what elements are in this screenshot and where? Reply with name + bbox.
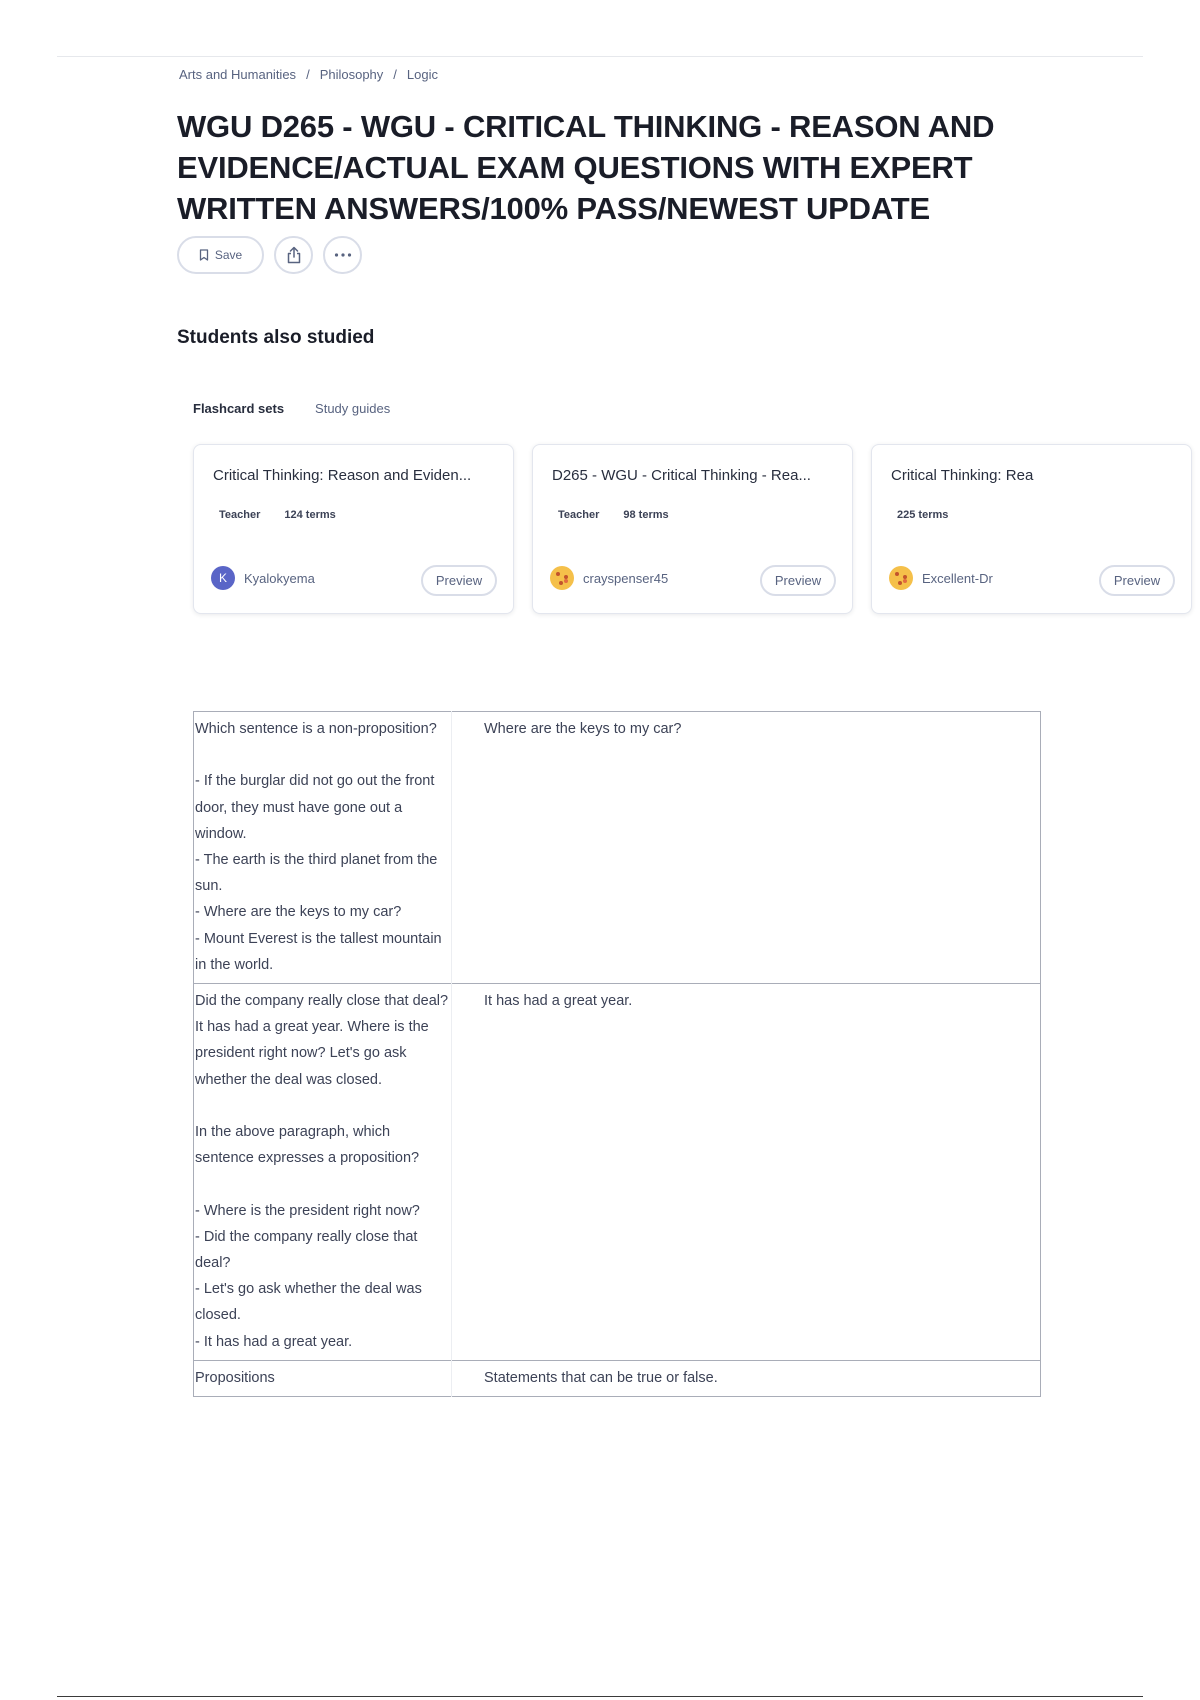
- qa-table-body: [194, 712, 1041, 1397]
- term-text: - Did the company really close that deal?: [195, 1228, 418, 1272]
- table-row: [194, 984, 1041, 1361]
- term-text: - Where is the president right now?: [195, 1202, 420, 1219]
- tab-study-guides[interactable]: Study guides: [315, 401, 391, 416]
- term-text: - Let's go ask whether the deal was closed.: [195, 1281, 422, 1324]
- term-text: In the above paragraph, which sentence expresses a proposition?: [195, 1124, 420, 1167]
- table-row: [194, 712, 1041, 984]
- paragraph-gap: [195, 742, 451, 768]
- tab-flashcard-sets[interactable]: Flashcard sets: [193, 401, 285, 416]
- term-text: - The earth is the third planet from the sun.: [195, 852, 438, 895]
- table-row: [194, 1360, 1041, 1396]
- card-meta: [219, 509, 336, 521]
- author-name: Excellent-Dr: [922, 570, 993, 586]
- preview-button[interactable]: Preview: [760, 565, 836, 596]
- definition-cell: It has had a great year.: [484, 993, 633, 1010]
- card-title: D265 - WGU - Critical Thinking - Rea...: [552, 467, 811, 484]
- save-label: Save: [214, 248, 243, 262]
- author-name: Kyalokyema: [244, 570, 315, 586]
- breadcrumb-arts-and-humanities[interactable]: Arts and Humanities: [179, 67, 297, 82]
- term-cell: [194, 1360, 452, 1396]
- flashcard-set-card[interactable]: [193, 444, 514, 614]
- breadcrumb-logic[interactable]: Logic: [406, 67, 438, 82]
- preview-button[interactable]: Preview: [421, 565, 497, 596]
- preview-button[interactable]: Preview: [1099, 565, 1175, 596]
- share-icon: [286, 246, 302, 264]
- breadcrumb: [179, 67, 438, 82]
- term-cell: [194, 984, 452, 1361]
- card-author: [889, 566, 993, 590]
- card-author: [550, 566, 668, 590]
- save-button[interactable]: [177, 236, 264, 274]
- more-options-button[interactable]: [323, 236, 362, 274]
- avatar: K: [211, 566, 235, 590]
- card-title: Critical Thinking: Rea: [891, 467, 1034, 484]
- term-text: Propositions: [195, 1369, 275, 1386]
- flashcard-set-card[interactable]: [871, 444, 1192, 614]
- card-meta: [558, 509, 669, 521]
- term-text: Did the company really close that deal? It has had a great year. Where is the president right now? Let's go ask whether the deal was closed.: [195, 993, 449, 1088]
- breadcrumb-separator: /: [393, 67, 397, 82]
- card-meta: [897, 509, 948, 521]
- study-tabs: [193, 401, 390, 416]
- card-role-badge: Teacher: [558, 509, 600, 521]
- card-author: [211, 566, 315, 590]
- term-text: - Mount Everest is the tallest mountain in the world.: [195, 930, 442, 973]
- page-title: WGU D265 - WGU - CRITICAL THINKING - REASON AND EVIDENCE/ACTUAL EXAM QUESTIONS WITH EXPERT WRITTEN ANSWERS/100% PASS/NEWEST UPDATE: [177, 109, 995, 226]
- bookmark-icon: [199, 249, 209, 261]
- more-icon: [334, 253, 352, 257]
- card-term-count: 225 terms: [897, 509, 949, 521]
- top-divider: [57, 56, 1143, 57]
- card-term-count: 124 terms: [284, 509, 336, 521]
- breadcrumb-philosophy[interactable]: Philosophy: [319, 67, 384, 82]
- flashcard-set-card[interactable]: [532, 444, 853, 614]
- definition-cell: Where are the keys to my car?: [484, 721, 682, 737]
- students-also-studied-heading: Students also studied: [177, 327, 375, 348]
- term-text: Which sentence is a non-proposition?: [195, 721, 437, 737]
- author-name: crayspenser45: [583, 570, 669, 586]
- paragraph-gap: [195, 1171, 451, 1197]
- bottom-divider: [57, 1696, 1143, 1697]
- paragraph-gap: [195, 1093, 451, 1119]
- question-answer-table: [193, 711, 1041, 1397]
- term-cell: [194, 712, 452, 984]
- definition-cell: Statements that can be true or false.: [484, 1369, 718, 1386]
- term-text: - Where are the keys to my car?: [195, 904, 402, 921]
- term-text: - It has had a great year.: [195, 1333, 353, 1350]
- flashcard-carousel: [193, 444, 1161, 616]
- card-title: Critical Thinking: Reason and Eviden...: [213, 467, 472, 484]
- share-button[interactable]: [274, 236, 313, 274]
- term-text: - If the burglar did not go out the front door, they must have gone out a window.: [195, 773, 435, 842]
- card-role-badge: Teacher: [219, 509, 261, 521]
- avatar: [889, 566, 913, 590]
- action-bar: [177, 236, 362, 274]
- card-term-count: 98 terms: [623, 509, 669, 521]
- breadcrumb-separator: /: [306, 67, 310, 82]
- avatar: [550, 566, 574, 590]
